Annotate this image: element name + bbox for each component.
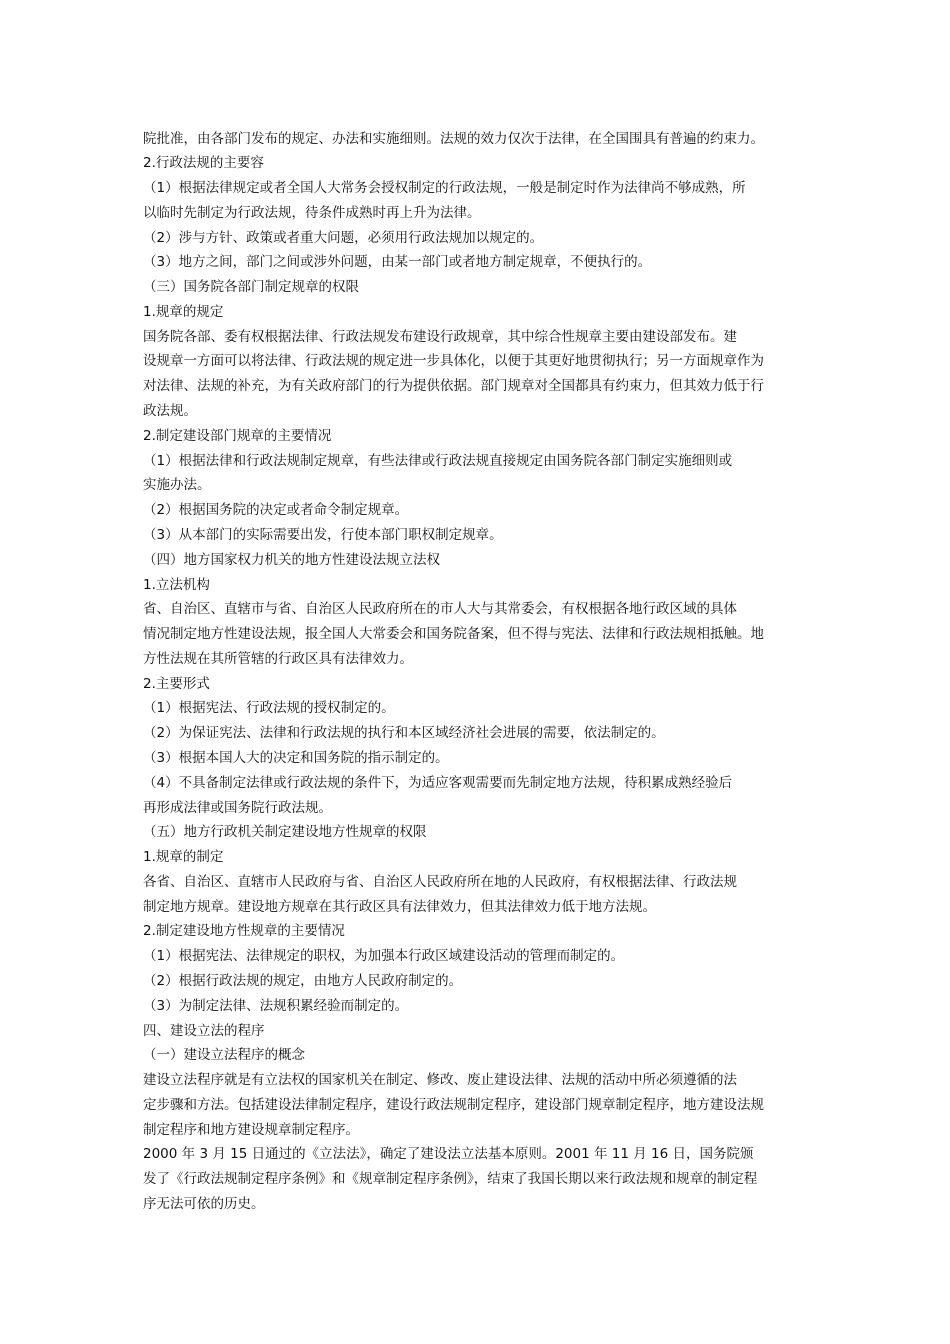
text-line: （2）根据行政法规的规定，由地方人民政府制定的。 xyxy=(143,973,463,989)
text-line: 以临时先制定为行政法规，待条件成熟时再上升为法律。 xyxy=(143,205,481,221)
text-line: （3）根据本国人大的决定和国务院的指示制定的。 xyxy=(143,750,449,766)
text-line: （3）从本部门的实际需要出发，行使本部门职权制定规章。 xyxy=(143,527,503,543)
text-line: （3）为制定法律、法规积累经验而制定的。 xyxy=(143,998,409,1014)
section-heading: 1.规章的制定 xyxy=(143,849,224,865)
section-heading: 四、建设立法的程序 xyxy=(143,1023,265,1039)
text-line: 制定地方规章。建设地方规章在其行政区具有法律效力，但其法律效力低于地方法规。 xyxy=(143,899,656,915)
text-line: （2）涉与方针、政策或者重大问题，必须用行政法规加以规定的。 xyxy=(143,230,544,246)
text-line: 序无法可依的历史。 xyxy=(143,1196,265,1212)
text-line: 发了《行政法规制定程序条例》和《规章制定程序条例》，结束了我国长期以来行政法规和规章的制定程 xyxy=(143,1171,758,1187)
text-line: 情况制定地方性建设法规，报全国人大常委会和国务院备案，但不得与宪法、法律和行政法规相抵触。地 xyxy=(143,626,764,642)
section-heading: 2.制定建设部门规章的主要情况 xyxy=(143,428,332,444)
text-line: 对法律、法规的补充，为有关政府部门的行为提供依据。部门规章对全国都具有约束力，但其效力低于行 xyxy=(143,378,764,394)
text-line: （2）根据国务院的决定或者命令制定规章。 xyxy=(143,502,409,518)
section-heading: 1.规章的规定 xyxy=(143,304,224,320)
text-line: 省、自治区、直辖市与省、自治区人民政府所在的市人大与其常委会，有权根据各地行政区域的具体 xyxy=(143,601,737,617)
text-line: 2000 年 3 月 15 日通过的《立法法》，确定了建设法立法基本原则。2001 年 11 月 16 日，国务院颁 xyxy=(143,1146,754,1162)
section-heading: （四）地方国家权力机关的地方性建设法规立法权 xyxy=(143,552,440,568)
text-line: 政法规。 xyxy=(143,403,197,419)
section-heading: 1.立法机构 xyxy=(143,577,210,593)
text-line: （1）根据法律和行政法规制定规章，有些法律或行政法规直接规定由国务院各部门制定实施细则或 xyxy=(143,453,733,469)
text-line: 方性法规在其所管辖的行政区具有法律效力。 xyxy=(143,651,413,667)
text-line: （2）为保证宪法、法律和行政法规的执行和本区域经济社会进展的需要，依法制定的。 xyxy=(143,725,665,741)
text-line: （3）地方之间，部门之间或涉外问题，由某一部门或者地方制定规章，不便执行的。 xyxy=(143,254,652,270)
text-line: 院批准，由各部门发布的规定、办法和实施细则。法规的效力仅次于法律，在全国围具有普遍的约束力。 xyxy=(143,131,764,147)
text-line: 实施办法。 xyxy=(143,477,211,493)
text-line: 国务院各部、委有权根据法律、行政法规发布建设行政规章，其中综合性规章主要由建设部发布。建 xyxy=(143,329,737,345)
text-line: 建设立法程序就是有立法权的国家机关在制定、修改、废止建设法律、法规的活动中所必须遵循的法 xyxy=(143,1072,737,1088)
text-line: 制定程序和地方建设规章制定程序。 xyxy=(143,1122,359,1138)
section-heading: 2.制定建设地方性规章的主要情况 xyxy=(143,923,345,939)
section-heading: 2.行政法规的主要容 xyxy=(143,155,264,171)
text-line: 各省、自治区、直辖市人民政府与省、自治区人民政府所在地的人民政府，有权根据法律、行政法规 xyxy=(143,874,737,890)
text-line: （1）根据宪法、行政法规的授权制定的。 xyxy=(143,700,395,716)
section-heading: （一）建设立法程序的概念 xyxy=(143,1047,305,1063)
section-heading: 2.主要形式 xyxy=(143,676,210,692)
text-line: （1）根据法律规定或者全国人大常务会授权制定的行政法规，一般是制定时作为法律尚不够成熟，所 xyxy=(143,180,746,196)
section-heading: （五）地方行政机关制定建设地方性规章的权限 xyxy=(143,824,427,840)
section-heading: （三）国务院各部门制定规章的权限 xyxy=(143,279,359,295)
text-line: 设规章一方面可以将法律、行政法规的规定进一步具体化，以便于其更好地贯彻执行；另一方面规章作为 xyxy=(143,353,764,369)
text-line: 再形成法律或国务院行政法规。 xyxy=(143,800,332,816)
text-line: （1）根据宪法、法律规定的职权，为加强本行政区域建设活动的管理而制定的。 xyxy=(143,948,625,964)
text-line: 定步骤和方法。包括建设法律制定程序，建设行政法规制定程序，建设部门规章制定程序，地方建设法规 xyxy=(143,1097,764,1113)
text-line: （4）不具备制定法律或行政法规的条件下，为适应客观需要而先制定地方法规，待积累成熟经验后 xyxy=(143,775,733,791)
